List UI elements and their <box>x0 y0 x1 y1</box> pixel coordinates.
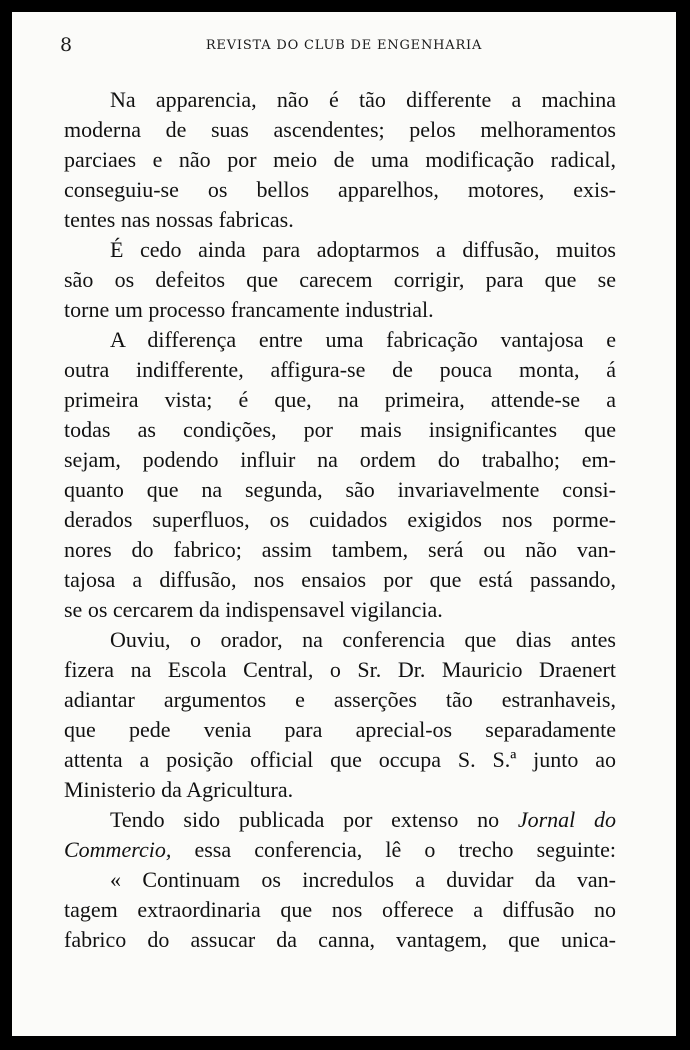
book-page <box>12 12 676 1036</box>
text-line: outra indifferente, affigura-se de pouca monta, á <box>64 357 616 382</box>
text-line: são os defeitos que carecem corrigir, para que se <box>64 267 616 292</box>
text-line: fizera na Escola Central, o Sr. Dr. Mauricio Draenert <box>64 657 616 682</box>
text-line: tentes nas nossas fabricas. <box>64 207 294 232</box>
text-line: Na apparencia, não é tão differente a machina <box>110 87 616 112</box>
page-number: 8 <box>60 34 73 56</box>
quotation <box>64 865 616 955</box>
page-header <box>12 34 676 62</box>
line-text: essa conferencia, lê o trecho seguinte: <box>171 837 616 862</box>
body-text <box>64 85 616 955</box>
text-line: primeira vista; é que, na primeira, attende-se a <box>64 387 616 412</box>
text-line: Ouviu, o orador, na conferencia que dias antes <box>110 627 616 652</box>
text-line: A differença entre uma fabricação vantajosa e <box>110 327 616 352</box>
newspaper-title: Commercio, <box>64 837 172 862</box>
paragraph <box>64 625 616 805</box>
text-line: adiantar argumentos e asserções tão estranhaveis, <box>64 687 616 712</box>
text-line: quanto que na segunda, são invariavelmente consi- <box>64 477 616 502</box>
paragraph <box>64 805 616 865</box>
text-line <box>64 835 616 865</box>
text-line: derados superfluos, os cuidados exigidos nos porme- <box>64 507 616 532</box>
text-line: conseguiu-se os bellos apparelhos, motores, exis- <box>64 177 616 202</box>
text-line: todas as condições, por mais insignificantes que <box>64 417 616 442</box>
text-line: nores do fabrico; assim tambem, será ou não van- <box>64 537 616 562</box>
newspaper-title: Jornal do <box>517 807 616 832</box>
text-line: « Continuam os incredulos a duvidar da van- <box>110 867 616 892</box>
text-line: torne um processo francamente industrial. <box>64 297 434 322</box>
text-line: parciaes e não por meio de uma modificação radical, <box>64 147 616 172</box>
text-line: tagem extraordinaria que nos offerece a diffusão no <box>64 897 616 922</box>
text-line: fabrico do assucar da canna, vantagem, que unica- <box>64 927 616 952</box>
text-line: se os cercarem da indispensavel vigilancia. <box>64 597 443 622</box>
text-line: que pede venia para aprecial-os separadamente <box>64 717 616 742</box>
text-line: sejam, podendo influir na ordem do trabalho; em- <box>64 447 616 472</box>
text-line: É cedo ainda para adoptarmos a diffusão, muitos <box>110 237 616 262</box>
paragraph <box>64 85 616 235</box>
text-line: Ministerio da Agricultura. <box>64 777 294 802</box>
text-line: tajosa a diffusão, nos ensaios por que está passando, <box>64 567 616 592</box>
running-head: REVISTA DO CLUB DE ENGENHARIA <box>205 38 483 53</box>
text-line: attenta a posição official que occupa S. S.ª junto ao <box>64 747 616 772</box>
paragraph <box>64 235 616 325</box>
text-line <box>64 805 616 835</box>
text-line: moderna de suas ascendentes; pelos melhoramentos <box>64 117 616 142</box>
line-text: Tendo sido publicada por extenso no <box>110 807 518 832</box>
paragraph <box>64 325 616 625</box>
